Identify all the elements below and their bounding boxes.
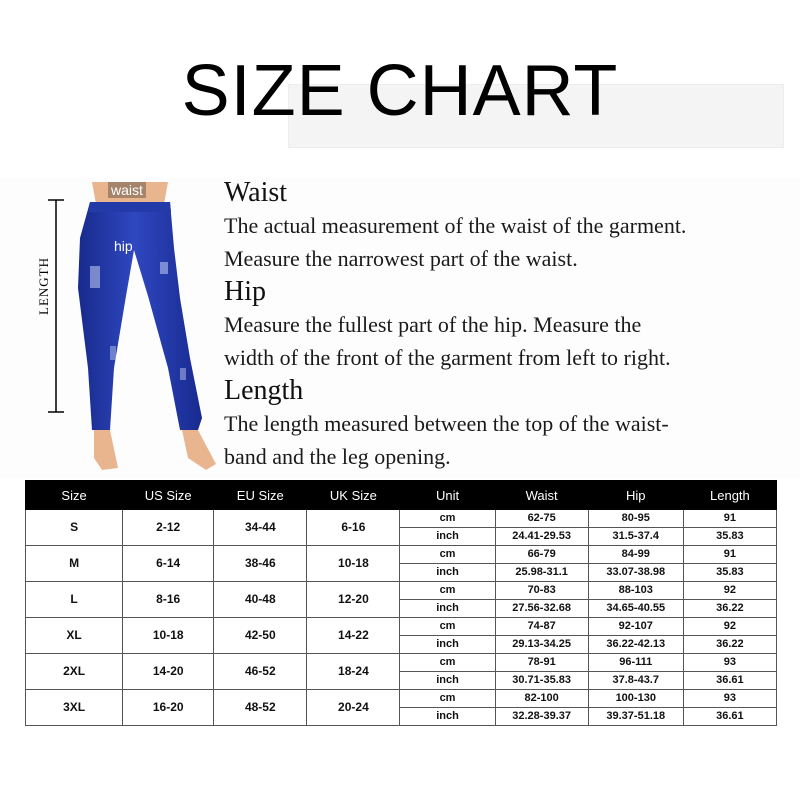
table-row [26, 690, 777, 708]
table-row [26, 582, 777, 600]
eu-size-cell: 38-46 [214, 546, 307, 582]
waist-cell: 66-79 [495, 546, 588, 564]
table-body [26, 510, 777, 726]
unit-cell: cm [400, 582, 495, 600]
table-row [26, 654, 777, 672]
waist-cell: 30.71-35.83 [495, 672, 588, 690]
uk-size-cell: 12-20 [307, 582, 400, 618]
length-cell: 93 [683, 690, 776, 708]
length-cell: 35.83 [683, 564, 776, 582]
waist-cell: 29.13-34.25 [495, 636, 588, 654]
length-line-2: band and the leg opening. [224, 444, 451, 469]
length-cell: 91 [683, 510, 776, 528]
size-table [25, 480, 777, 726]
length-line-1: The length measured between the top of the waist- [224, 411, 669, 436]
uk-size-cell: 6-16 [307, 510, 400, 546]
hip-line-2: width of the front of the garment from left to right. [224, 345, 671, 370]
size-cell: 2XL [26, 654, 123, 690]
unit-cell: inch [400, 564, 495, 582]
length-cell: 36.61 [683, 672, 776, 690]
unit-cell: cm [400, 690, 495, 708]
size-cell: XL [26, 618, 123, 654]
eu-size-cell: 46-52 [214, 654, 307, 690]
length-cell: 36.61 [683, 708, 776, 726]
hip-cell: 33.07-38.98 [588, 564, 683, 582]
hip-cell: 84-99 [588, 546, 683, 564]
hip-cell: 92-107 [588, 618, 683, 636]
waist-line-2: Measure the narrowest part of the waist. [224, 246, 578, 271]
length-cell: 91 [683, 546, 776, 564]
hip-line-1: Measure the fullest part of the hip. Measure the [224, 312, 642, 337]
table-row [26, 546, 777, 564]
leggings-figure [30, 178, 230, 478]
table-row [26, 618, 777, 636]
waist-cell: 62-75 [495, 510, 588, 528]
waist-cell: 32.28-39.37 [495, 708, 588, 726]
header-hip: Hip [588, 481, 683, 510]
size-table-container [25, 480, 777, 726]
length-cell: 93 [683, 654, 776, 672]
us-size-cell: 6-14 [123, 546, 214, 582]
header-waist: Waist [495, 481, 588, 510]
eu-size-cell: 42-50 [214, 618, 307, 654]
uk-size-cell: 18-24 [307, 654, 400, 690]
waist-cell: 74-87 [495, 618, 588, 636]
hip-cell: 37.8-43.7 [588, 672, 683, 690]
waist-label: waist [108, 182, 146, 198]
header-uk-size: UK Size [307, 481, 400, 510]
hip-cell: 96-111 [588, 654, 683, 672]
waist-heading: Waist [224, 177, 288, 208]
header-unit: Unit [400, 481, 495, 510]
uk-size-cell: 14-22 [307, 618, 400, 654]
page-title: SIZE CHART [181, 51, 619, 131]
table-header-row [26, 481, 777, 510]
length-cell: 35.83 [683, 528, 776, 546]
waist-cell: 27.56-32.68 [495, 600, 588, 618]
size-cell: 3XL [26, 690, 123, 726]
unit-cell: cm [400, 654, 495, 672]
hip-cell: 80-95 [588, 510, 683, 528]
length-cell: 92 [683, 582, 776, 600]
us-size-cell: 8-16 [123, 582, 214, 618]
waist-cell: 70-83 [495, 582, 588, 600]
eu-size-cell: 40-48 [214, 582, 307, 618]
unit-cell: inch [400, 528, 495, 546]
header-us-size: US Size [123, 481, 214, 510]
unit-cell: inch [400, 636, 495, 654]
hip-heading: Hip [224, 276, 266, 307]
hip-cell: 39.37-51.18 [588, 708, 683, 726]
length-cell: 92 [683, 618, 776, 636]
table-row [26, 510, 777, 528]
size-cell: S [26, 510, 123, 546]
unit-cell: cm [400, 510, 495, 528]
us-size-cell: 16-20 [123, 690, 214, 726]
uk-size-cell: 10-18 [307, 546, 400, 582]
header-size: Size [26, 481, 123, 510]
hip-cell: 34.65-40.55 [588, 600, 683, 618]
length-heading: Length [224, 375, 304, 406]
waist-cell: 78-91 [495, 654, 588, 672]
header-eu-size: EU Size [214, 481, 307, 510]
hip-cell: 36.22-42.13 [588, 636, 683, 654]
hip-cell: 31.5-37.4 [588, 528, 683, 546]
eu-size-cell: 48-52 [214, 690, 307, 726]
size-cell: M [26, 546, 123, 582]
waist-cell: 24.41-29.53 [495, 528, 588, 546]
us-size-cell: 10-18 [123, 618, 214, 654]
unit-cell: inch [400, 672, 495, 690]
size-cell: L [26, 582, 123, 618]
length-cell: 36.22 [683, 636, 776, 654]
hip-cell: 88-103 [588, 582, 683, 600]
measurement-descriptions [224, 176, 792, 473]
us-size-cell: 14-20 [123, 654, 214, 690]
us-size-cell: 2-12 [123, 510, 214, 546]
waist-line-1: The actual measurement of the waist of the garment. [224, 213, 687, 238]
eu-size-cell: 34-44 [214, 510, 307, 546]
length-label: LENGTH [36, 257, 51, 315]
unit-cell: inch [400, 600, 495, 618]
unit-cell: cm [400, 546, 495, 564]
uk-size-cell: 20-24 [307, 690, 400, 726]
waist-cell: 82-100 [495, 690, 588, 708]
hip-cell: 100-130 [588, 690, 683, 708]
length-cell: 36.22 [683, 600, 776, 618]
unit-cell: inch [400, 708, 495, 726]
unit-cell: cm [400, 618, 495, 636]
waist-cell: 25.98-31.1 [495, 564, 588, 582]
header-length: Length [683, 481, 776, 510]
hip-label: hip [114, 238, 133, 254]
